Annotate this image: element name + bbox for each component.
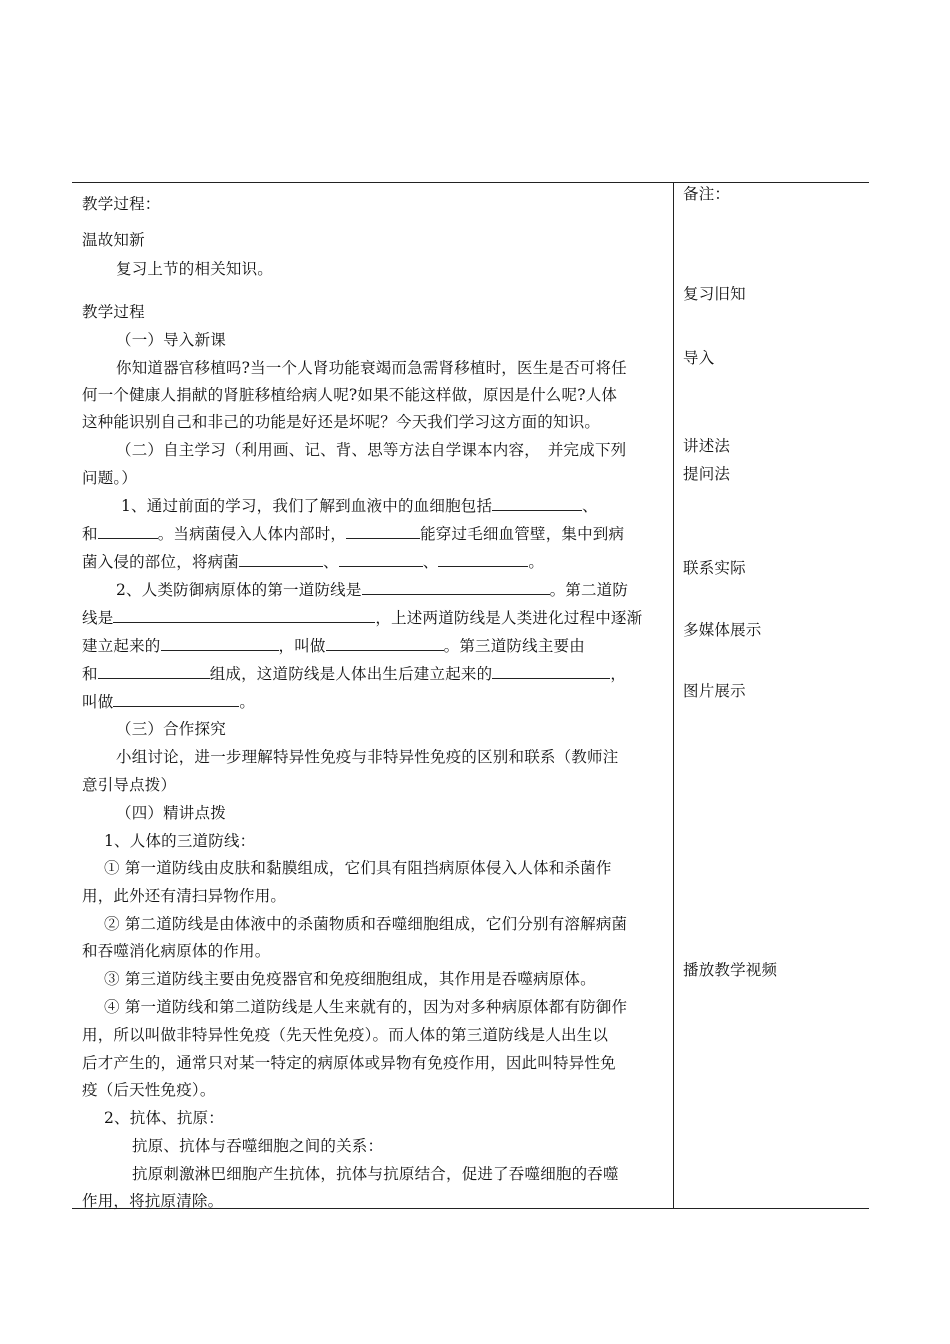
review-title: 温故知新 bbox=[82, 231, 145, 249]
answer-blank[interactable] bbox=[346, 524, 420, 539]
intro-paragraph-line: 这种能识别自己和非己的功能是好还是坏呢？今天我们学习这方面的知识。 bbox=[82, 413, 601, 431]
knowledge-line: 作用，将抗原清除。 bbox=[82, 1192, 224, 1210]
subsection-title-2-cont: 问题。） bbox=[82, 469, 138, 487]
note-multimedia: 多媒体展示 bbox=[683, 621, 762, 639]
section-heading: 教学过程： bbox=[82, 195, 161, 213]
question-2-line-2 bbox=[82, 608, 642, 628]
question-text: 。第三道防线主要由 bbox=[443, 637, 585, 655]
knowledge-line: 和吞噬消化病原体的作用。 bbox=[82, 942, 271, 960]
question-text: 。 bbox=[528, 553, 545, 571]
answer-blank[interactable] bbox=[326, 636, 444, 651]
subsection-title-1: （一）导入新课 bbox=[116, 331, 226, 349]
intro-paragraph-line: 何一个健康人捐献的肾脏移植给病人呢?如果不能这样做，原因是什么呢?人体 bbox=[82, 386, 618, 404]
note-video: 播放教学视频 bbox=[683, 961, 778, 979]
process-title: 教学过程 bbox=[82, 303, 145, 321]
subsection-title-3: （三）合作探究 bbox=[116, 720, 226, 738]
answer-blank[interactable] bbox=[161, 636, 279, 651]
subsection-title-4: （四）精讲点拨 bbox=[116, 804, 226, 822]
discussion-line: 意引导点拨） bbox=[82, 776, 177, 794]
question-text: 组成，这道防线是人体出生后建立起来的 bbox=[209, 665, 493, 683]
knowledge-line: ④ 第一道防线和第二道防线是人生来就有的，因为对多种病原体都有防御作 bbox=[104, 998, 628, 1016]
knowledge-subtitle: 抗原、抗体与吞噬细胞之间的关系： bbox=[132, 1137, 384, 1155]
question-text: ，叫做 bbox=[278, 637, 326, 655]
question-text: 、 bbox=[323, 553, 339, 571]
answer-blank[interactable] bbox=[492, 664, 610, 679]
column-divider bbox=[673, 182, 674, 1209]
question-1-line-2 bbox=[82, 524, 624, 544]
question-text: 和 bbox=[82, 525, 98, 543]
review-text: 复习上节的相关知识。 bbox=[116, 260, 274, 278]
question-text: 菌入侵的部位，将病菌 bbox=[82, 553, 240, 571]
note-review: 复习旧知 bbox=[683, 285, 746, 303]
note-question: 提问法 bbox=[683, 465, 731, 483]
note-lecture: 讲述法 bbox=[683, 437, 731, 455]
notes-label: 备注： bbox=[683, 185, 731, 203]
question-text: 线是 bbox=[82, 609, 114, 627]
question-2-line-5 bbox=[82, 692, 255, 712]
question-text: ， bbox=[610, 665, 627, 683]
question-1-line-1 bbox=[121, 496, 598, 516]
subsection-title-2: （二）自主学习（利用画、记、背、思等方法自学课本内容， 并完成下列 bbox=[116, 441, 627, 459]
note-practice: 联系实际 bbox=[683, 559, 746, 577]
answer-blank[interactable] bbox=[362, 580, 550, 595]
intro-paragraph-line: 你知道器官移植吗?当一个人肾功能衰竭而急需肾移植时，医生是否可将任 bbox=[116, 359, 627, 377]
answer-blank[interactable] bbox=[339, 552, 423, 567]
question-text: 能穿过毛细血管壁，集中到病 bbox=[420, 525, 625, 543]
question-2-line-3 bbox=[82, 636, 585, 656]
question-text: 2、人类防御病原体的第一道防线是 bbox=[116, 581, 362, 599]
question-text: 和 bbox=[82, 665, 98, 683]
question-text: 1、通过前面的学习，我们了解到血液中的血细胞包括 bbox=[121, 497, 493, 515]
discussion-line: 小组讨论，进一步理解特异性免疫与非特异性免疫的区别和联系（教师注 bbox=[116, 748, 619, 766]
question-text: 建立起来的 bbox=[82, 637, 161, 655]
knowledge-title-1: 1、人体的三道防线： bbox=[104, 832, 256, 850]
knowledge-line: 用，此外还有清扫异物作用。 bbox=[82, 887, 287, 905]
question-text: 。 bbox=[239, 693, 256, 711]
note-pictures: 图片展示 bbox=[683, 682, 746, 700]
knowledge-line: ① 第一道防线由皮肤和黏膜组成，它们具有阻挡病原体侵入人体和杀菌作 bbox=[104, 859, 612, 877]
note-intro: 导入 bbox=[683, 349, 715, 367]
knowledge-line: 抗原刺激淋巴细胞产生抗体，抗体与抗原结合，促进了吞噬细胞的吞噬 bbox=[132, 1165, 619, 1183]
question-text: ，上述两道防线是人类进化过程中逐渐 bbox=[375, 609, 643, 627]
answer-blank[interactable] bbox=[492, 496, 582, 511]
answer-blank[interactable] bbox=[239, 552, 323, 567]
question-text: 、 bbox=[582, 497, 598, 515]
knowledge-line: 疫（后天性免疫）。 bbox=[82, 1081, 216, 1099]
knowledge-title-2: 2、抗体、抗原： bbox=[104, 1109, 224, 1127]
answer-blank[interactable] bbox=[98, 664, 210, 679]
knowledge-line: ③ 第三道防线主要由免疫器官和免疫细胞组成，其作用是吞噬病原体。 bbox=[104, 970, 596, 988]
question-text: 、 bbox=[422, 553, 439, 571]
question-2-line-4 bbox=[82, 664, 626, 684]
question-text: 叫做 bbox=[82, 693, 114, 711]
question-2-line-1 bbox=[116, 580, 628, 600]
question-1-line-3 bbox=[82, 552, 544, 572]
answer-blank[interactable] bbox=[438, 552, 528, 567]
question-text: 。当病菌侵入人体内部时， bbox=[157, 525, 347, 543]
knowledge-line: 后才产生的，通常只对某一特定的病原体或异物有免疫作用，因此叫特异性免 bbox=[82, 1054, 616, 1072]
knowledge-line: ② 第二道防线是由体液中的杀菌物质和吞噬细胞组成，它们分别有溶解病菌 bbox=[104, 915, 628, 933]
knowledge-line: 用，所以叫做非特异性免疫（先天性免疫）。而人体的第三道防线是人出生以 bbox=[82, 1026, 609, 1044]
answer-blank[interactable] bbox=[98, 524, 158, 539]
answer-blank[interactable] bbox=[113, 692, 239, 707]
answer-blank[interactable] bbox=[113, 608, 375, 623]
question-text: 。第二道防 bbox=[549, 581, 629, 599]
table-top-border bbox=[72, 182, 869, 183]
